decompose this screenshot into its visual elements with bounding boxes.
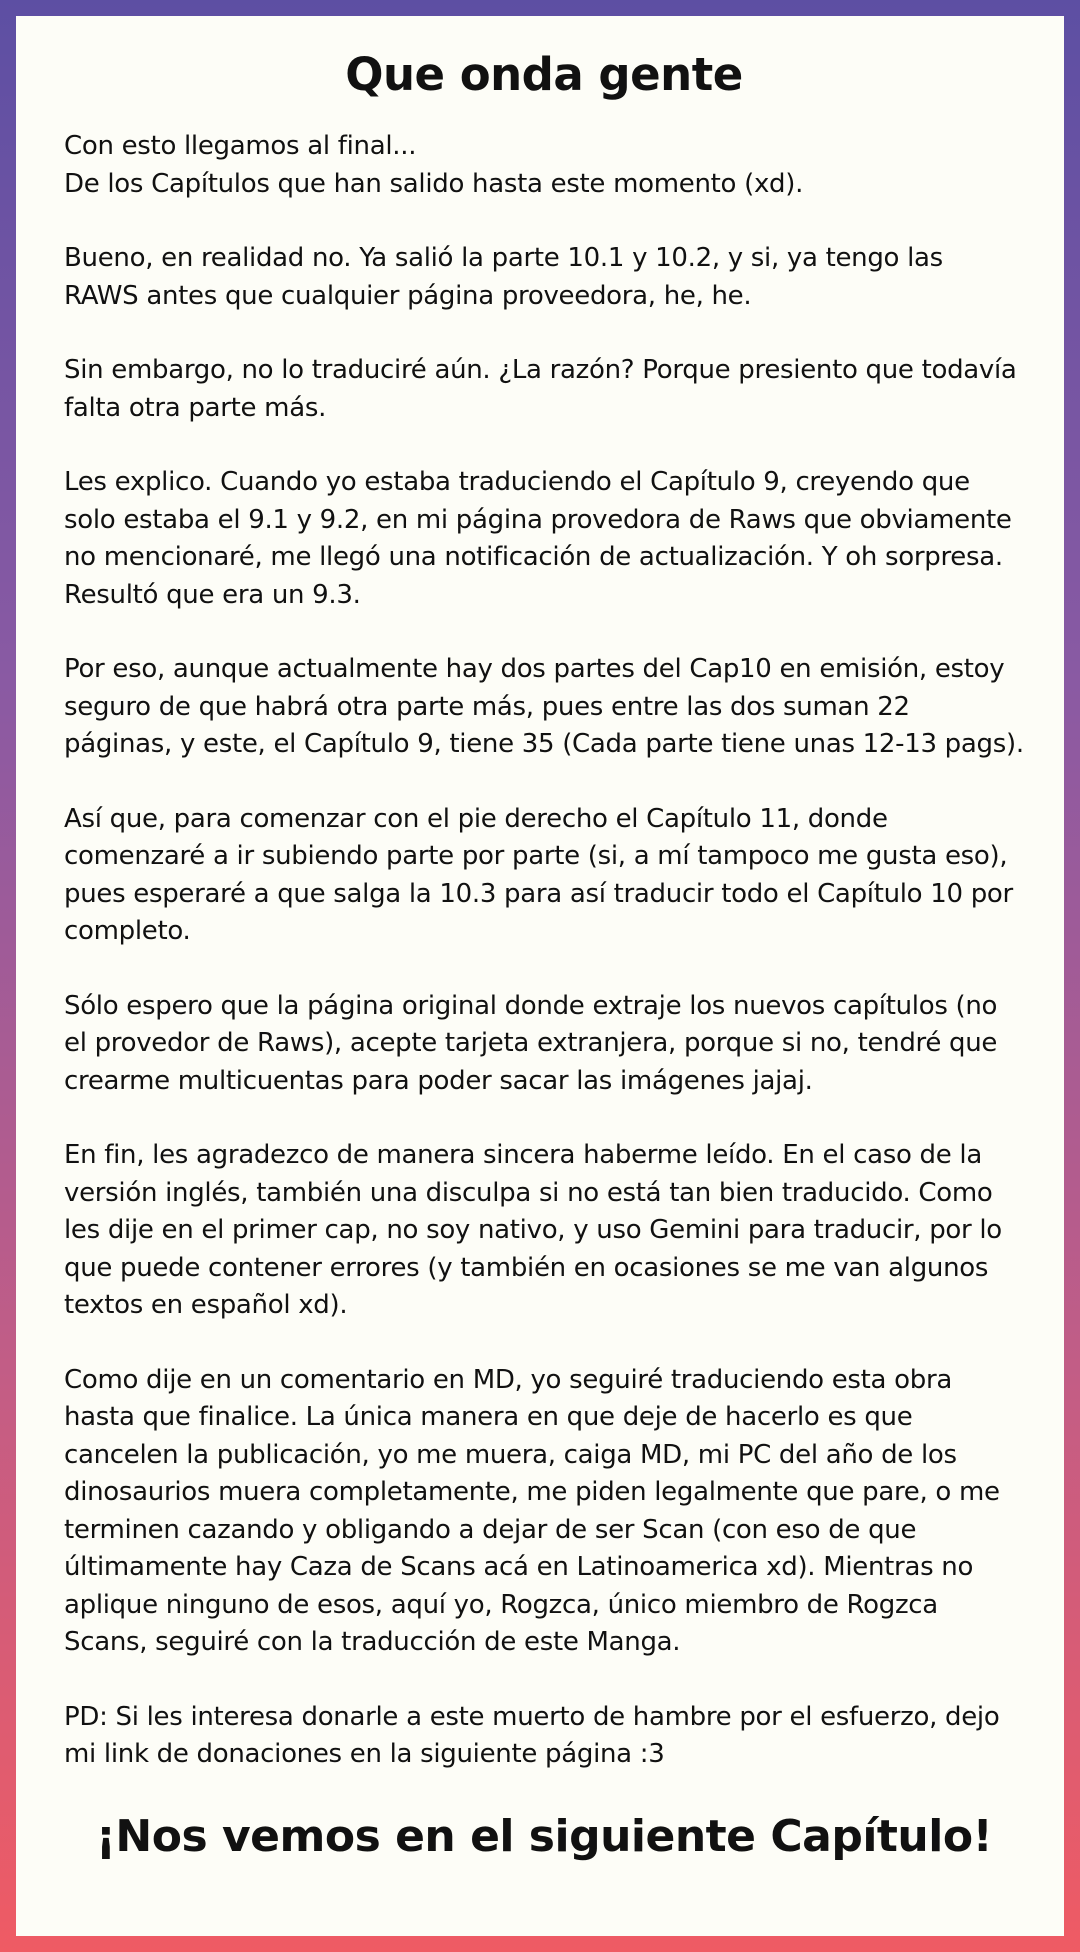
paragraph-plan: Así que, para comenzar con el pie derecho el Capítulo 11, donde comenzaré a ir subiendo parte por parte (si, a mí tampoco me gusta eso), pues esperaré a que salga la 10.3 para así traducir todo el Capítulo 10 por completo. — [64, 803, 1013, 946]
paragraph-thanks: En fin, les agradezco de manera sincera haberme leído. En el caso de la versión inglés, también una disculpa si no está tan bien traducido. Como les dije en el primer cap, no soy nativo, y uso Gemini para traducir, por lo que puede contener errores (y también en ocasiones se me van algunos textos en español xd). — [64, 1140, 1002, 1320]
closing-line: ¡Nos vemos en el siguiente Capítulo! — [95, 1810, 993, 1862]
paragraph-commitment: Como dije en un comentario en MD, yo seguiré traduciendo esta obra hasta que finalice. La única manera en que deje de hacerlo es que cancelen la publicación, yo me muera, caiga MD, mi PC del año de los dinosaurios muera completamente, me piden legalmente que pare, o me terminen cazando y obligando a dejar de ser Scan (con eso de que últimamente hay Caza de Scans acá en Latinoamerica xd). Mientras no aplique ninguno de esos, aquí yo, Rogzca, único miembro de Rogzca Scans, seguiré con la traducción de este Manga. — [64, 1364, 1000, 1657]
paragraph-raws: Bueno, en realidad no. Ya salió la parte 10.1 y 10.2, y si, ya tengo las RAWS antes que cualquier página proveedora, he, he. — [64, 243, 943, 311]
paragraph-card: Sólo espero que la página original donde extraje los nuevos capítulos (no el provedor de Raws), acepte tarjeta extranjera, porque si no, tendré que crearme multicuentas para poder sacar las imágenes jajaj. — [64, 990, 998, 1096]
paragraph-explanation: Les explico. Cuando yo estaba traduciendo el Capítulo 9, creyendo que solo estaba el 9.1 y 9.2, en mi página provedora de Raws que obviamente no mencionaré, me llegó una notificación de actualización. Y oh sorpresa. Resultó que era un 9.3. — [64, 467, 1012, 610]
note-card — [16, 16, 1064, 1936]
paragraph-intro: Con esto llegamos al final... De los Capítulos que han salido hasta este momento (xd). — [64, 131, 804, 199]
paragraph-not-translating: Sin embargo, no lo traduciré aún. ¿La razón? Porque presiento que todavía falta otra parte más. — [64, 355, 1017, 423]
paragraph-cap10: Por eso, aunque actualmente hay dos partes del Cap10 en emisión, estoy seguro de que habrá otra parte más, pues entre las dos suman 22 páginas, y este, el Capítulo 9, tiene 35 (Cada parte tiene unas 12-13 pags). — [64, 654, 1024, 759]
page-title: Que onda gente — [345, 48, 743, 101]
paragraph-donations: PD: Si les interesa donarle a este muerto de hambre por el esfuerzo, dejo mi link de donaciones en la siguiente página :3 — [64, 1701, 1000, 1769]
note-body — [64, 128, 1024, 1774]
